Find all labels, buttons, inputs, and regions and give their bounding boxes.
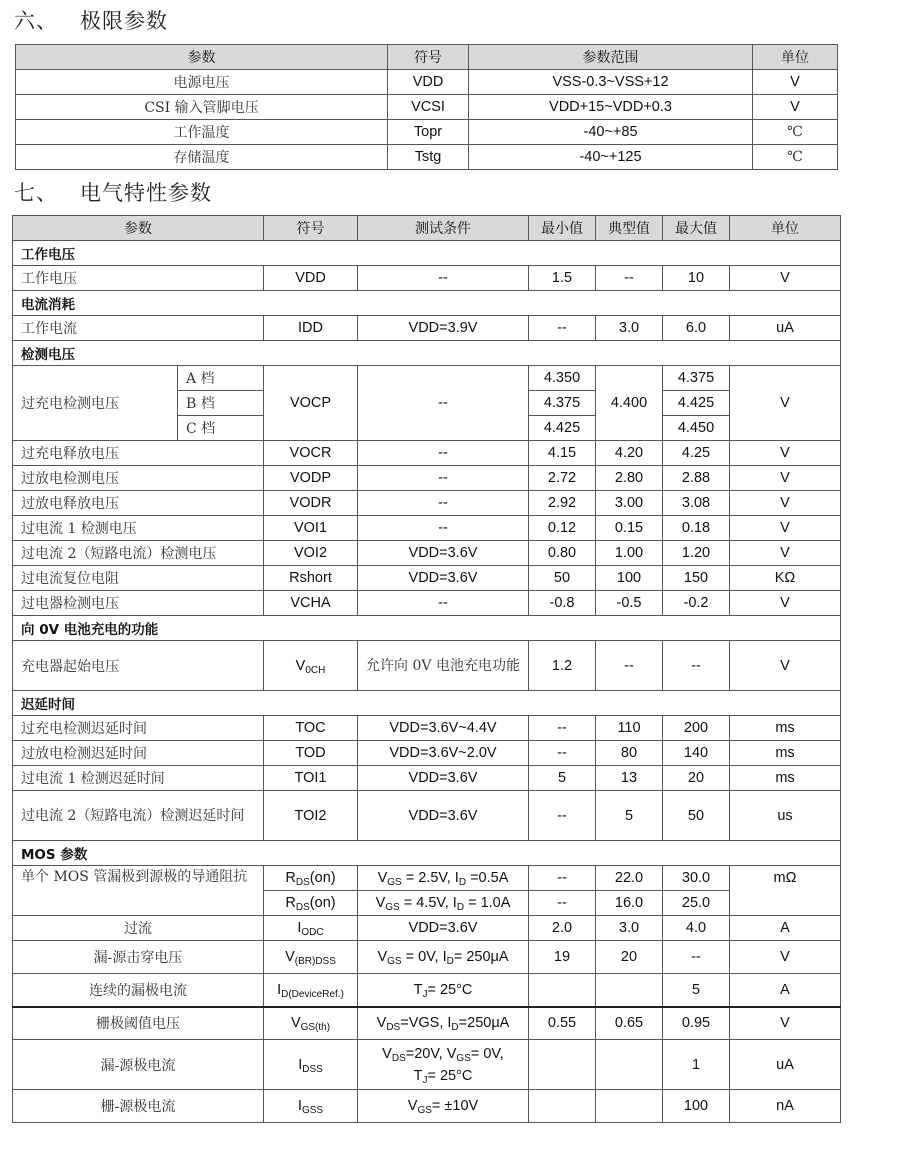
param-cell: 电源电压 (16, 70, 388, 95)
table-row (13, 766, 841, 791)
max-cell: 4.425 (663, 391, 730, 416)
max-cell: 4.375 (663, 366, 730, 391)
header-unit: 单位 (730, 216, 841, 241)
max-cell: 50 (663, 791, 730, 841)
symbol-main: I (297, 1098, 302, 1114)
section-row (13, 616, 841, 641)
max-cell: 0.95 (663, 1007, 730, 1040)
unit-cell: A (730, 974, 841, 1007)
param-cell: 过放电释放电压 (13, 491, 264, 516)
symbol-main: V (285, 949, 295, 965)
unit-cell: mΩ (730, 866, 841, 916)
min-cell: 50 (529, 566, 596, 591)
unit-cell: V (730, 941, 841, 974)
symbol-cell: TOI2 (264, 791, 358, 841)
condition-cell: VDD=3.6V (358, 541, 529, 566)
table-row (13, 491, 841, 516)
table-row (13, 466, 841, 491)
section-number: 六、 (14, 9, 58, 33)
symbol-cell: VOI1 (264, 516, 358, 541)
section-row (13, 291, 841, 316)
max-cell: 3.08 (663, 491, 730, 516)
symbol-main: V (290, 1015, 301, 1032)
table-row (13, 941, 841, 974)
symbol-main: R (285, 895, 296, 911)
condition-cell: -- (358, 441, 529, 466)
condition-cell: VDD=3.6V (358, 916, 529, 941)
header-param: 参数 (13, 216, 264, 241)
typ-cell: 80 (596, 741, 663, 766)
unit-cell: ℃ (753, 145, 838, 170)
param-cell: 过放电检测迟延时间 (13, 741, 264, 766)
section-row (13, 341, 841, 366)
symbol-cell (264, 974, 358, 1007)
min-cell: 2.0 (529, 916, 596, 941)
param-cell: 充电器起始电压 (13, 641, 264, 691)
min-cell (529, 974, 596, 1007)
header-symbol: 符号 (264, 216, 358, 241)
condition-cell: -- (358, 591, 529, 616)
header-min: 最小值 (529, 216, 596, 241)
section-7-heading (14, 177, 212, 207)
param-cell: 漏-源击穿电压 (13, 941, 264, 974)
param-cell: 过电器检测电压 (13, 591, 264, 616)
unit-cell: ms (730, 766, 841, 791)
symbol-cell (264, 866, 358, 891)
param-cell: 漏-源极电流 (13, 1040, 264, 1090)
condition-cell: $V_{GS} = 2.5V$, $I_D =0.5A$ (358, 866, 529, 891)
table-row (13, 641, 841, 691)
typ-cell: 0.15 (596, 516, 663, 541)
table-row (13, 866, 841, 891)
param-cell: 过充电释放电压 (13, 441, 264, 466)
table-row (13, 791, 841, 841)
symbol-cell: VOCR (264, 441, 358, 466)
grade-cell: B 档 (178, 391, 264, 416)
condition-cell: VDD=3.6V~2.0V (358, 741, 529, 766)
max-cell: -- (663, 641, 730, 691)
max-cell: -0.2 (663, 591, 730, 616)
symbol-cell (264, 891, 358, 916)
table-row (13, 1090, 841, 1123)
min-cell: -- (529, 791, 596, 841)
max-cell: 25.0 (663, 891, 730, 916)
unit-cell: nA (730, 1090, 841, 1123)
min-cell: 2.72 (529, 466, 596, 491)
section-label: 电流消耗 (13, 291, 841, 316)
typ-cell: -0.5 (596, 591, 663, 616)
symbol-tail: (on) (309, 895, 336, 911)
min-cell: 0.80 (529, 541, 596, 566)
min-cell: 4.15 (529, 441, 596, 466)
section-6-heading (14, 5, 168, 35)
symbol-cell: VOI2 (264, 541, 358, 566)
section-row (13, 691, 841, 716)
section-label: 检测电压 (13, 341, 841, 366)
symbol-sub: D(DeviceRef.) (281, 988, 344, 1000)
unit-cell: ms (730, 716, 841, 741)
symbol-main: I (277, 981, 282, 998)
max-cell: 4.0 (663, 916, 730, 941)
symbol-cell (264, 916, 358, 941)
max-cell: 4.25 (663, 441, 730, 466)
table-row (13, 1007, 841, 1040)
condition-cell: VDD=3.6V~4.4V (358, 716, 529, 741)
typ-cell: 3.0 (596, 316, 663, 341)
symbol-sub: ODC (301, 927, 324, 938)
table-row (13, 516, 841, 541)
table-header-row (16, 45, 838, 70)
section-title: 电气特性参数 (80, 181, 212, 205)
table-row (13, 541, 841, 566)
grade-cell: A 档 (178, 366, 264, 391)
min-cell: -- (529, 866, 596, 891)
min-cell: 19 (529, 941, 596, 974)
param-cell: 工作电压 (13, 266, 264, 291)
table-row (16, 145, 838, 170)
typ-cell (596, 974, 663, 1007)
unit-cell: V (730, 591, 841, 616)
table-header-row (13, 216, 841, 241)
param-cell: 工作电流 (13, 316, 264, 341)
min-cell: -- (529, 741, 596, 766)
section-label: 迟延时间 (13, 691, 841, 716)
param-cell: 过电流 2（短路电流）检测迟延时间 (13, 791, 264, 841)
symbol-cell (264, 1040, 358, 1090)
unit-cell: V (730, 516, 841, 541)
param-cell: 工作温度 (16, 120, 388, 145)
symbol-main: V (295, 657, 306, 674)
table-row (16, 95, 838, 120)
table-row (13, 566, 841, 591)
max-cell: 0.18 (663, 516, 730, 541)
unit-cell: V (730, 466, 841, 491)
max-cell: 150 (663, 566, 730, 591)
condition-cell: VDD=3.6V (358, 566, 529, 591)
section-row (13, 241, 841, 266)
unit-cell: V (730, 1007, 841, 1040)
table-row (13, 591, 841, 616)
param-cell: 过流 (13, 916, 264, 941)
table-row (13, 441, 841, 466)
unit-cell: V (730, 366, 841, 441)
header-range: 参数范围 (469, 45, 753, 70)
param-cell: 过充电检测电压 (13, 366, 178, 441)
min-cell: -- (529, 716, 596, 741)
unit-cell: A (730, 916, 841, 941)
header-typ: 典型值 (596, 216, 663, 241)
unit-cell: KΩ (730, 566, 841, 591)
table-row (13, 316, 841, 341)
unit-cell: V (730, 491, 841, 516)
table-row (13, 974, 841, 1007)
typ-cell: 4.20 (596, 441, 663, 466)
range-cell: VSS-0.3~VSS+12 (469, 70, 753, 95)
typ-cell: -- (596, 266, 663, 291)
typ-cell: -- (596, 641, 663, 691)
param-cell: 过放电检测电压 (13, 466, 264, 491)
table-row (13, 266, 841, 291)
symbol-cell: Tstg (388, 145, 469, 170)
min-cell (529, 1040, 596, 1090)
max-cell: 10 (663, 266, 730, 291)
table-row (16, 70, 838, 95)
typ-cell: 0.65 (596, 1007, 663, 1040)
typ-cell: 3.0 (596, 916, 663, 941)
symbol-sub: GSS (301, 1105, 324, 1116)
param-cell: 过电流 1 检测电压 (13, 516, 264, 541)
symbol-cell: IDD (264, 316, 358, 341)
param-cell: 过充电检测迟延时间 (13, 716, 264, 741)
condition-cell: VDD=3.9V (358, 316, 529, 341)
max-cell: 1 (663, 1040, 730, 1090)
symbol-main: I (298, 1056, 303, 1073)
unit-cell: V (730, 441, 841, 466)
condition-cell: VDD=3.6V (358, 766, 529, 791)
param-cell: 过电流复位电阻 (13, 566, 264, 591)
min-cell: 1.5 (529, 266, 596, 291)
table-row (13, 716, 841, 741)
section-row (13, 841, 841, 866)
absolute-max-ratings-table (15, 44, 838, 170)
param-cell: CSI 输入管脚电压 (16, 95, 388, 120)
max-cell: 1.20 (663, 541, 730, 566)
param-cell: 过电流 1 检测迟延时间 (13, 766, 264, 791)
symbol-cell: VODP (264, 466, 358, 491)
symbol-cell (264, 941, 358, 974)
max-cell: 200 (663, 716, 730, 741)
unit-cell: V (730, 266, 841, 291)
min-cell: 2.92 (529, 491, 596, 516)
param-cell: 栅极阈值电压 (13, 1007, 264, 1040)
table-row (16, 120, 838, 145)
header-unit: 单位 (753, 45, 838, 70)
max-cell: 140 (663, 741, 730, 766)
symbol-sub: GS(th) (300, 1022, 331, 1034)
header-max: 最大值 (663, 216, 730, 241)
max-cell: 30.0 (663, 866, 730, 891)
symbol-cell: VCHA (264, 591, 358, 616)
range-cell: VDD+15~VDD+0.3 (469, 95, 753, 120)
symbol-sub: 0CH (305, 664, 326, 676)
symbol-sub: (BR)DSS (294, 956, 336, 967)
min-cell: -0.8 (529, 591, 596, 616)
typ-cell: 110 (596, 716, 663, 741)
condition-cell: $V_{DS}=20V$, $V_{GS}= 0V$, $T_J= 25^\circ C$ (358, 1040, 529, 1090)
symbol-cell (264, 1090, 358, 1123)
param-cell: 栅-源极电流 (13, 1090, 264, 1123)
condition-cell: $V_{DS}=VGS$, $I_D=250\mu A$ (358, 1007, 529, 1040)
symbol-cell: Topr (388, 120, 469, 145)
max-cell: 5 (663, 974, 730, 1007)
min-cell: -- (529, 891, 596, 916)
typ-cell: 1.00 (596, 541, 663, 566)
unit-cell: uA (730, 1040, 841, 1090)
min-cell: 4.375 (529, 391, 596, 416)
param-cell: 单个 MOS 管漏极到源极的导通阻抗 (13, 866, 264, 916)
max-cell: 6.0 (663, 316, 730, 341)
range-cell: -40~+85 (469, 120, 753, 145)
unit-cell: V (730, 541, 841, 566)
table-row (13, 366, 841, 391)
symbol-cell: VODR (264, 491, 358, 516)
symbol-cell: VCSI (388, 95, 469, 120)
table-row (13, 741, 841, 766)
symbol-cell (264, 1007, 358, 1040)
table-row (13, 1040, 841, 1090)
typ-cell: 13 (596, 766, 663, 791)
typ-cell (596, 1040, 663, 1090)
section-number: 七、 (14, 181, 58, 205)
header-symbol: 符号 (388, 45, 469, 70)
min-cell: 1.2 (529, 641, 596, 691)
unit-cell: ms (730, 741, 841, 766)
header-param: 参数 (16, 45, 388, 70)
electrical-characteristics-table (12, 215, 841, 1123)
symbol-cell: VOCP (264, 366, 358, 441)
typ-cell: 100 (596, 566, 663, 591)
condition-cell: $V_{GS}= \pm 10V$ (358, 1090, 529, 1123)
max-cell: -- (663, 941, 730, 974)
symbol-sub: DS (295, 877, 310, 888)
table-row (13, 916, 841, 941)
section-label: 向 0V 电池充电的功能 (13, 616, 841, 641)
condition-cell: -- (358, 366, 529, 441)
symbol-cell: VDD (264, 266, 358, 291)
condition-cell: -- (358, 466, 529, 491)
section-label: 工作电压 (13, 241, 841, 266)
condition-cell: $V_{GS} = 4.5V$, $I_D = 1.0A$ (358, 891, 529, 916)
symbol-tail: (on) (309, 870, 336, 886)
typ-cell: 22.0 (596, 866, 663, 891)
range-cell: -40~+125 (469, 145, 753, 170)
condition-cell: VDD=3.6V (358, 791, 529, 841)
typ-cell: 2.80 (596, 466, 663, 491)
unit-cell: V (753, 95, 838, 120)
min-cell: 4.425 (529, 416, 596, 441)
symbol-cell: TOI1 (264, 766, 358, 791)
unit-cell: ℃ (753, 120, 838, 145)
symbol-sub: DS (295, 902, 310, 913)
symbol-cell: TOC (264, 716, 358, 741)
min-cell: -- (529, 316, 596, 341)
section-title: 极限参数 (80, 9, 168, 33)
min-cell: 0.12 (529, 516, 596, 541)
symbol-cell: TOD (264, 741, 358, 766)
typ-cell: 4.400 (596, 366, 663, 441)
condition-cell: $T_J= 25^\circ C$ (358, 974, 529, 1007)
min-cell: 5 (529, 766, 596, 791)
max-cell: 4.450 (663, 416, 730, 441)
condition-cell: $V_{GS} = 0V$, $I_D= 250\mu A$ (358, 941, 529, 974)
param-cell: 存储温度 (16, 145, 388, 170)
symbol-cell: VDD (388, 70, 469, 95)
unit-cell: V (730, 641, 841, 691)
symbol-cell: Rshort (264, 566, 358, 591)
typ-cell: 3.00 (596, 491, 663, 516)
min-cell (529, 1090, 596, 1123)
min-cell: 4.350 (529, 366, 596, 391)
condition-cell: -- (358, 491, 529, 516)
unit-cell: us (730, 791, 841, 841)
symbol-main: R (285, 870, 296, 886)
param-cell: 过电流 2（短路电流）检测电压 (13, 541, 264, 566)
condition-cell: 允许向 0V 电池充电功能 (358, 641, 529, 691)
condition-cell: -- (358, 516, 529, 541)
symbol-sub: DSS (302, 1063, 323, 1075)
param-cell: 连续的漏极电流 (13, 974, 264, 1007)
unit-cell: uA (730, 316, 841, 341)
max-cell: 100 (663, 1090, 730, 1123)
typ-cell (596, 1090, 663, 1123)
min-cell: 0.55 (529, 1007, 596, 1040)
unit-cell: V (753, 70, 838, 95)
condition-cell: -- (358, 266, 529, 291)
typ-cell: 5 (596, 791, 663, 841)
section-label: MOS 参数 (13, 841, 841, 866)
typ-cell: 16.0 (596, 891, 663, 916)
typ-cell: 20 (596, 941, 663, 974)
symbol-main: I (297, 920, 302, 936)
max-cell: 20 (663, 766, 730, 791)
max-cell: 2.88 (663, 466, 730, 491)
header-condition: 测试条件 (358, 216, 529, 241)
symbol-cell (264, 641, 358, 691)
grade-cell: C 档 (178, 416, 264, 441)
